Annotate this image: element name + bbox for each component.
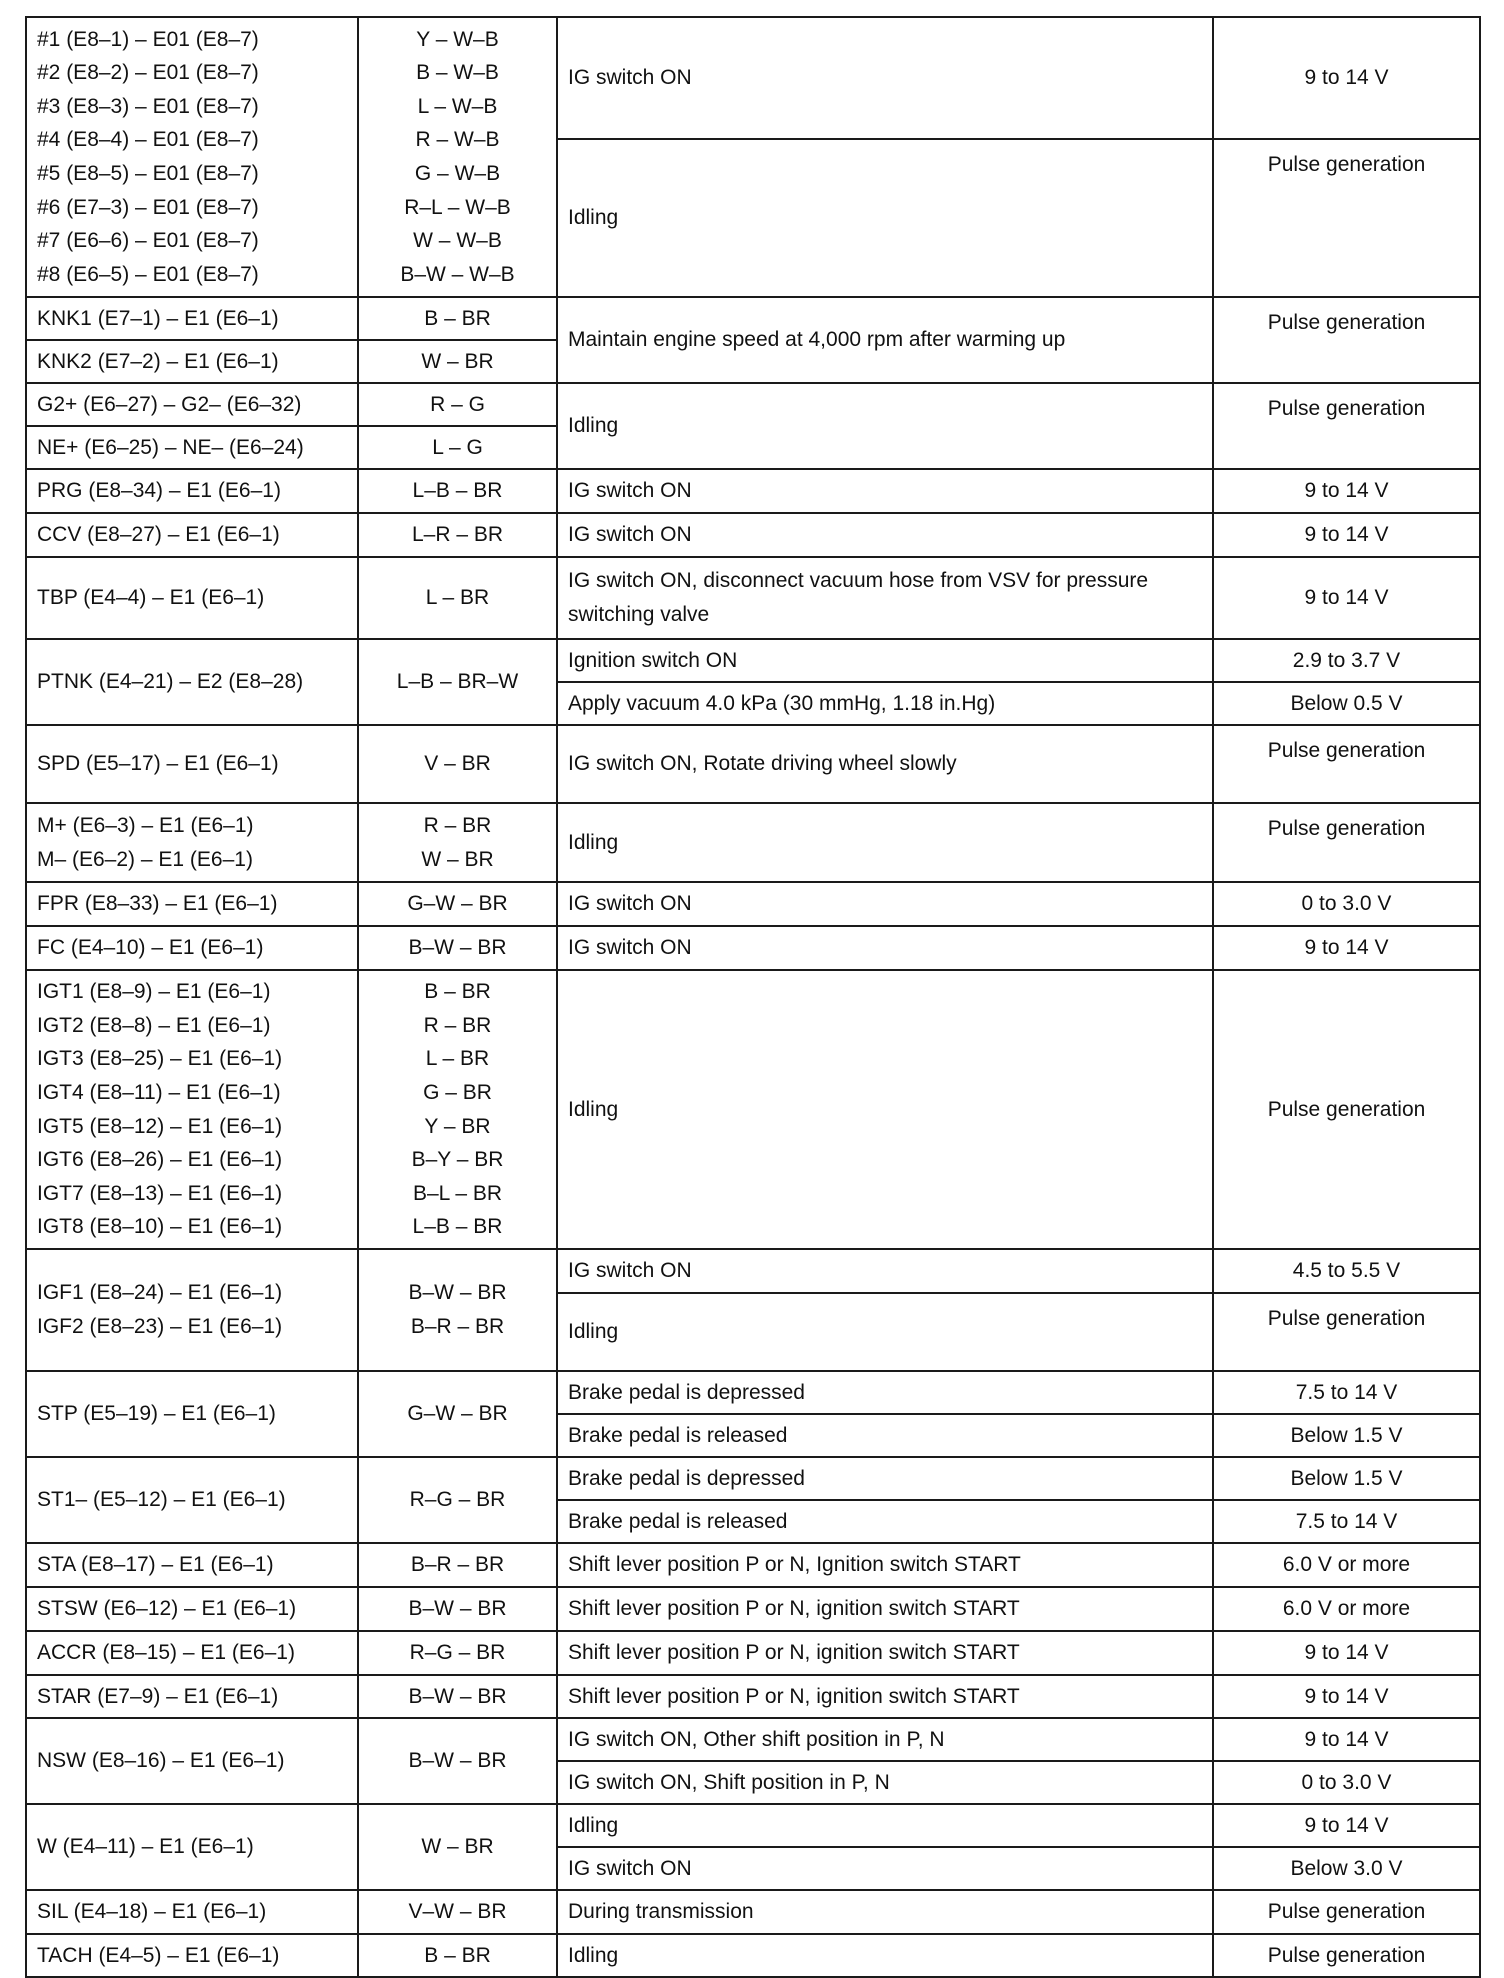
- terminal-voltage-table: [25, 16, 1481, 1978]
- terminal-label: NSW (E8–16) – E1 (E6–1): [26, 1718, 358, 1804]
- table-row: [26, 1675, 1480, 1718]
- terminal-label: KNK1 (E7–1) – E1 (E6–1): [26, 297, 358, 340]
- condition-cell: IG switch ON: [557, 926, 1213, 970]
- terminal-label: G2+ (E6–27) – G2– (E6–32): [26, 383, 358, 426]
- spec-value-cell: Pulse generation: [1213, 297, 1480, 383]
- terminal-cell: [26, 970, 358, 1249]
- condition-cell: Brake pedal is depressed: [557, 1371, 1213, 1414]
- table-row: [26, 926, 1480, 970]
- wire-color: B–R – BR: [358, 1543, 557, 1587]
- table-row: [26, 297, 1480, 340]
- terminal-label: FC (E4–10) – E1 (E6–1): [26, 926, 358, 970]
- spec-value-cell: 6.0 V or more: [1213, 1587, 1480, 1631]
- terminal-label: IGT3 (E8–25) – E1 (E6–1): [37, 1047, 283, 1071]
- wire-color: G – BR: [423, 1080, 492, 1104]
- wire-color: L–B – BR: [358, 469, 557, 513]
- terminal-label: #4 (E8–4) – E01 (E8–7): [37, 128, 259, 152]
- table-row: [26, 803, 1480, 882]
- table-row: [26, 383, 1480, 426]
- table-row: [26, 882, 1480, 926]
- terminal-label: PTNK (E4–21) – E2 (E8–28): [26, 639, 358, 725]
- wire-color: W – BR: [421, 847, 494, 871]
- spec-value-cell: 9 to 14 V: [1213, 1804, 1480, 1847]
- terminal-label: #7 (E6–6) – E01 (E8–7): [37, 229, 259, 253]
- condition-cell: During transmission: [557, 1890, 1213, 1934]
- wire-color: B–W – BR: [358, 926, 557, 970]
- spec-value-cell: 6.0 V or more: [1213, 1543, 1480, 1587]
- spec-value-cell: 2.9 to 3.7 V: [1213, 639, 1480, 682]
- terminal-label: NE+ (E6–25) – NE– (E6–24): [26, 426, 358, 469]
- spec-value-cell: 9 to 14 V: [1213, 513, 1480, 557]
- terminal-label: IGT8 (E8–10) – E1 (E6–1): [37, 1215, 283, 1239]
- table-row: [26, 1804, 1480, 1847]
- condition-cell: IG switch ON, Rotate driving wheel slowly: [557, 725, 1213, 803]
- wire-color: B–W – BR: [358, 1587, 557, 1631]
- terminal-label: STP (E5–19) – E1 (E6–1): [26, 1371, 358, 1457]
- condition-cell: IG switch ON, Other shift position in P, N: [557, 1718, 1213, 1761]
- spec-value-cell: 7.5 to 14 V: [1213, 1500, 1480, 1543]
- spec-value-cell: Below 1.5 V: [1213, 1457, 1480, 1500]
- wire-color: L–B – BR–W: [358, 639, 557, 725]
- table-row: [26, 1934, 1480, 1977]
- wire-color: Y – BR: [424, 1114, 491, 1138]
- condition-cell: IG switch ON: [557, 513, 1213, 557]
- spec-value-cell: Pulse generation: [1213, 383, 1480, 469]
- condition-cell: Shift lever position P or N, Ignition switch START: [557, 1543, 1213, 1587]
- wire-color: W – W–B: [413, 229, 502, 253]
- terminal-label: SIL (E4–18) – E1 (E6–1): [26, 1890, 358, 1934]
- terminal-label: #3 (E8–3) – E01 (E8–7): [37, 94, 259, 118]
- terminal-label: M+ (E6–3) – E1 (E6–1): [37, 813, 254, 837]
- terminal-cell: [26, 17, 358, 297]
- wire-color-cell: [358, 803, 557, 882]
- wire-color: G–W – BR: [358, 1371, 557, 1457]
- spec-value-cell: 7.5 to 14 V: [1213, 1371, 1480, 1414]
- condition-cell: IG switch ON: [557, 1847, 1213, 1890]
- condition-cell: Brake pedal is released: [557, 1500, 1213, 1543]
- condition-cell: Shift lever position P or N, ignition switch START: [557, 1587, 1213, 1631]
- spec-value-cell: Pulse generation: [1213, 1934, 1480, 1977]
- wire-color: L – G: [358, 426, 557, 469]
- table-row: [26, 1890, 1480, 1934]
- table-row: [26, 1457, 1480, 1500]
- spec-value-cell: 9 to 14 V: [1213, 1675, 1480, 1718]
- condition-cell: IG switch ON, Shift position in P, N: [557, 1761, 1213, 1804]
- spec-value-cell: 0 to 3.0 V: [1213, 1761, 1480, 1804]
- spec-value-cell: 9 to 14 V: [1213, 926, 1480, 970]
- terminal-label: SPD (E5–17) – E1 (E6–1): [26, 725, 358, 803]
- table-row: [26, 1587, 1480, 1631]
- spec-value-cell: 9 to 14 V: [1213, 1631, 1480, 1675]
- terminal-cell: [26, 803, 358, 882]
- spec-value-cell: 9 to 14 V: [1213, 1718, 1480, 1761]
- condition-cell: IG switch ON: [557, 469, 1213, 513]
- terminal-label: M– (E6–2) – E1 (E6–1): [37, 847, 253, 871]
- terminal-label: #5 (E8–5) – E01 (E8–7): [37, 162, 259, 185]
- condition-cell: IG switch ON, disconnect vacuum hose from VSV for pressure switching valve: [557, 557, 1213, 639]
- wire-color-cell: [358, 970, 557, 1249]
- wire-color: B–W – BR: [408, 1281, 507, 1305]
- wire-color: R – BR: [423, 1013, 492, 1037]
- terminal-label: IGT2 (E8–8) – E1 (E6–1): [37, 1013, 271, 1037]
- wire-color: R–G – BR: [358, 1457, 557, 1543]
- terminal-label: IGF2 (E8–23) – E1 (E6–1): [37, 1315, 283, 1338]
- wire-color: R–L – W–B: [404, 195, 511, 219]
- table-row: [26, 970, 1480, 1249]
- table-row: [26, 557, 1480, 639]
- terminal-label: STA (E8–17) – E1 (E6–1): [26, 1543, 358, 1587]
- spec-value-cell: 9 to 14 V: [1213, 557, 1480, 639]
- table-row: [26, 1371, 1480, 1414]
- terminal-label: IGF1 (E8–24) – E1 (E6–1): [37, 1281, 283, 1305]
- spec-value-cell: Pulse generation: [1213, 1293, 1480, 1371]
- table-row: [26, 1718, 1480, 1761]
- terminal-label: #1 (E8–1) – E01 (E8–7): [37, 27, 259, 51]
- condition-cell: IG switch ON: [557, 1249, 1213, 1293]
- condition-cell: Shift lever position P or N, ignition switch START: [557, 1675, 1213, 1718]
- condition-cell: Idling: [557, 1293, 1213, 1371]
- table-row: [26, 725, 1480, 803]
- wire-color: R – G: [358, 383, 557, 426]
- wire-color-cell: [358, 17, 557, 297]
- condition-cell: Apply vacuum 4.0 kPa (30 mmHg, 1.18 in.Hg): [557, 682, 1213, 725]
- spec-value-cell: 9 to 14 V: [1213, 17, 1480, 139]
- table-row: [26, 513, 1480, 557]
- terminal-label: CCV (E8–27) – E1 (E6–1): [26, 513, 358, 557]
- spec-value-cell: 9 to 14 V: [1213, 469, 1480, 513]
- wire-color: W – BR: [358, 340, 557, 383]
- condition-cell: Idling: [557, 139, 1213, 297]
- terminal-label: TBP (E4–4) – E1 (E6–1): [26, 557, 358, 639]
- wire-color: V–W – BR: [358, 1890, 557, 1934]
- table-row: [26, 1543, 1480, 1587]
- terminal-label: IGT5 (E8–12) – E1 (E6–1): [37, 1114, 283, 1138]
- wire-color: B – BR: [358, 1934, 557, 1977]
- terminal-label: ST1– (E5–12) – E1 (E6–1): [26, 1457, 358, 1543]
- spec-value-cell: Pulse generation: [1213, 139, 1480, 297]
- condition-cell: IG switch ON: [557, 17, 1213, 139]
- table-row: [26, 639, 1480, 682]
- spec-value-cell: Below 1.5 V: [1213, 1414, 1480, 1457]
- spec-value-cell: Pulse generation: [1213, 1890, 1480, 1934]
- terminal-label: #6 (E7–3) – E01 (E8–7): [37, 195, 259, 219]
- terminal-label: TACH (E4–5) – E1 (E6–1): [26, 1934, 358, 1977]
- wire-color: B–W – W–B: [400, 262, 515, 286]
- wire-color: L – BR: [358, 557, 557, 639]
- wire-color: R–G – BR: [358, 1631, 557, 1675]
- wire-color: B–R – BR: [410, 1315, 505, 1338]
- spec-value-cell: Pulse generation: [1213, 725, 1480, 803]
- terminal-label: IGT4 (E8–11) – E1 (E6–1): [37, 1080, 281, 1104]
- condition-cell: Idling: [557, 1804, 1213, 1847]
- wire-color: B–W – BR: [358, 1718, 557, 1804]
- wire-color: B – BR: [424, 980, 491, 1004]
- terminal-label: IGT1 (E8–9) – E1 (E6–1): [37, 980, 271, 1004]
- wire-color: B – W–B: [416, 61, 499, 85]
- table-row: [26, 1249, 1480, 1293]
- wire-color: B–L – BR: [412, 1181, 503, 1205]
- terminal-label: PRG (E8–34) – E1 (E6–1): [26, 469, 358, 513]
- table-row: [26, 17, 1480, 139]
- wire-color: G–W – BR: [358, 882, 557, 926]
- terminal-label: STAR (E7–9) – E1 (E6–1): [26, 1675, 358, 1718]
- terminal-cell: [26, 1249, 358, 1371]
- wire-color: R – BR: [423, 813, 492, 837]
- wire-color: W – BR: [358, 1804, 557, 1890]
- spec-value-cell: Pulse generation: [1213, 970, 1480, 1249]
- wire-color: R – W–B: [415, 128, 500, 152]
- wire-color: V – BR: [358, 725, 557, 803]
- condition-cell: Brake pedal is depressed: [557, 1457, 1213, 1500]
- condition-cell: IG switch ON: [557, 882, 1213, 926]
- terminal-label: W (E4–11) – E1 (E6–1): [26, 1804, 358, 1890]
- wire-color: L–B – BR: [412, 1215, 503, 1239]
- terminal-label: #2 (E8–2) – E01 (E8–7): [37, 61, 259, 85]
- wire-color: B–W – BR: [358, 1675, 557, 1718]
- condition-cell: Brake pedal is released: [557, 1414, 1213, 1457]
- condition-cell: Idling: [557, 383, 1213, 469]
- terminal-label: KNK2 (E7–2) – E1 (E6–1): [26, 340, 358, 383]
- wire-color: Y – W–B: [416, 27, 499, 51]
- terminal-label: FPR (E8–33) – E1 (E6–1): [26, 882, 358, 926]
- terminal-label: #8 (E6–5) – E01 (E8–7): [37, 262, 259, 286]
- condition-cell: Maintain engine speed at 4,000 rpm after warming up: [557, 297, 1213, 383]
- wire-color: L–R – BR: [358, 513, 557, 557]
- spec-value-cell: 0 to 3.0 V: [1213, 882, 1480, 926]
- terminal-label: IGT7 (E8–13) – E1 (E6–1): [37, 1181, 283, 1205]
- wire-color: L – BR: [425, 1047, 490, 1071]
- terminal-label: IGT6 (E8–26) – E1 (E6–1): [37, 1148, 283, 1172]
- table-row: [26, 469, 1480, 513]
- wire-color: B–Y – BR: [411, 1148, 504, 1172]
- wire-color-cell: [358, 1249, 557, 1371]
- wire-color: B – BR: [358, 297, 557, 340]
- condition-cell: Idling: [557, 1934, 1213, 1977]
- condition-cell: Idling: [557, 970, 1213, 1249]
- wire-color: G – W–B: [414, 162, 501, 185]
- spec-value-cell: Below 0.5 V: [1213, 682, 1480, 725]
- table-row: [26, 1631, 1480, 1675]
- wire-color: L – W–B: [417, 94, 498, 118]
- condition-cell: Ignition switch ON: [557, 639, 1213, 682]
- condition-cell: Shift lever position P or N, ignition switch START: [557, 1631, 1213, 1675]
- spec-value-cell: 4.5 to 5.5 V: [1213, 1249, 1480, 1293]
- spec-value-cell: Pulse generation: [1213, 803, 1480, 882]
- terminal-label: ACCR (E8–15) – E1 (E6–1): [26, 1631, 358, 1675]
- spec-value-cell: Below 3.0 V: [1213, 1847, 1480, 1890]
- condition-cell: Idling: [557, 803, 1213, 882]
- terminal-label: STSW (E6–12) – E1 (E6–1): [26, 1587, 358, 1631]
